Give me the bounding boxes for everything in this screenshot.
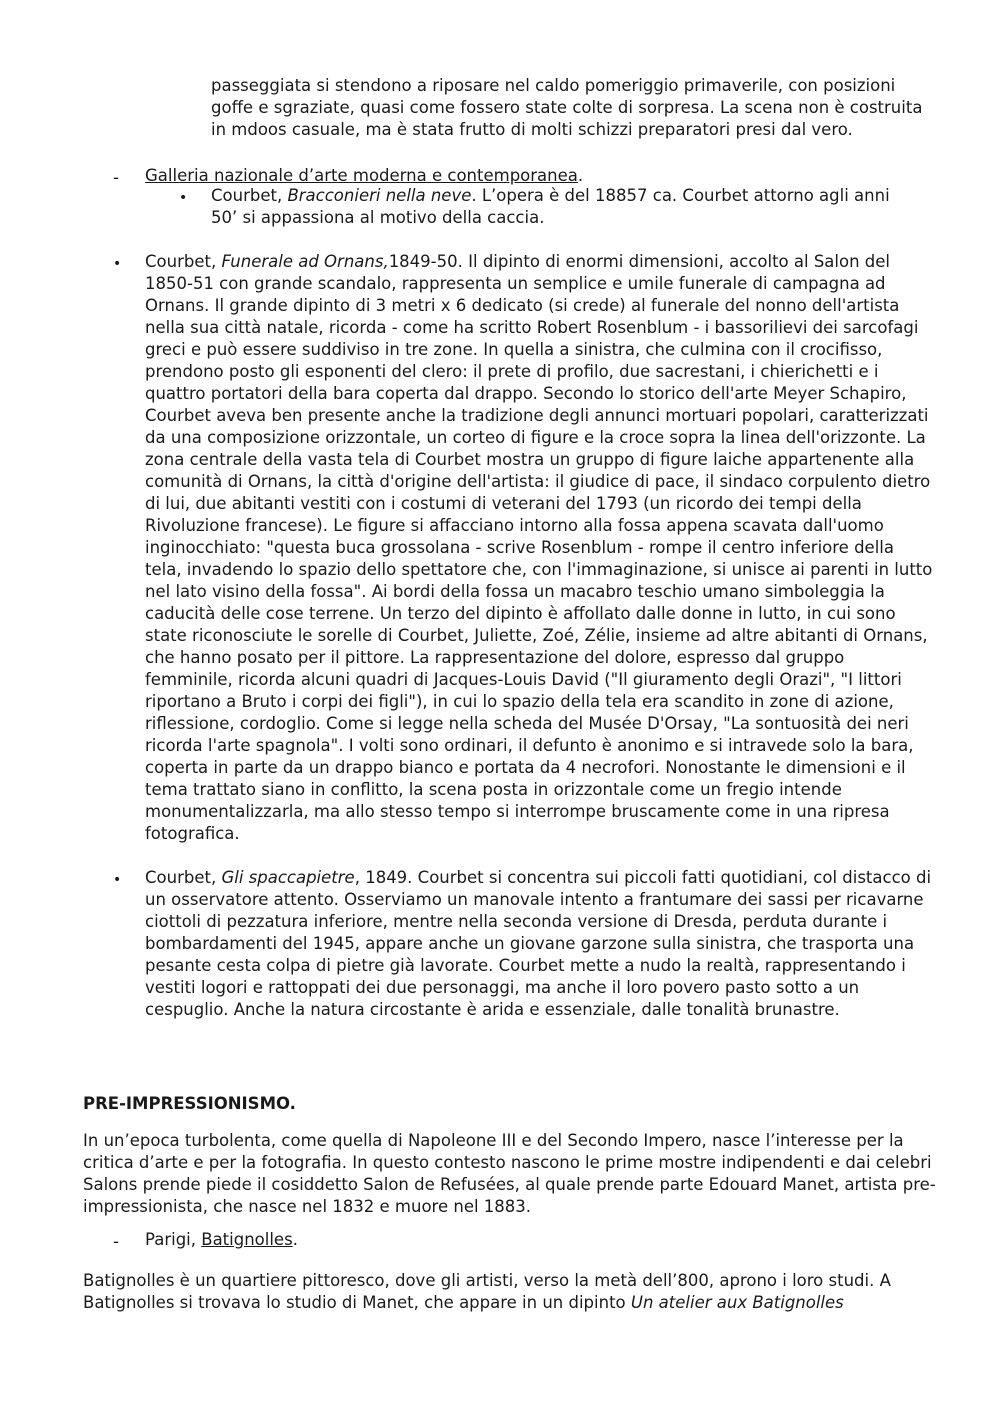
batignolles-paragraph: Batignolles è un quartiere pittoresco, dove gli artisti, verso la metà dell’800, aprono i loro studi. A Batignolles si trovava lo studio di Manet, che appare in un dipinto Un atelier aux Batignolles: [83, 1271, 891, 1312]
dash-marker: -: [113, 1232, 119, 1251]
bullet-marker: •: [113, 872, 122, 888]
dash-marker: -: [113, 168, 119, 187]
place-line: Parigi, Batignolles.: [145, 1230, 298, 1249]
district-name: Batignolles: [201, 1230, 293, 1249]
continued-paragraph: passeggiata si stendono a riposare nel caldo pomeriggio primaverile, con posizioni goffe e sgraziate, quasi come fossero state colte di sorpresa. La scena non è costruita in mdoos casuale, ma è stata frutto di molti schizzi preparatori presi dal vero.: [211, 76, 923, 139]
bullet-marker: •: [179, 190, 188, 206]
section-heading: PRE-IMPRESSIONISMO.: [83, 1094, 296, 1113]
spaccapietre-item: Courbet, Gli spaccapietre, 1849. Courbet si concentra sui piccoli fatti quotidiani, col distacco di un osservatore attento. Osserviamo un manovale intento a frantumare dei sassi per ricavarne ciottoli di pezzatura inferiore, mentre nella seconda versione di Dresda, perduta durante i bombardamenti del 1945, appare anche un giovane garzone sulla sinistra, che trasporta una pesante cesta colpa di pietre già lavorate. Courbet mette a nudo la realtà, rappresentando i vestiti logori e rattoppati dei due personaggi, ma anche il loro povero pasto sotto a un cespuglio. Anche la natura circostante è arida e essenziale, dalle tonalità brunastre.: [145, 868, 932, 1019]
museum-name: Galleria nazionale d’arte moderna e contemporanea: [145, 166, 578, 185]
bullet-marker: •: [113, 256, 122, 272]
artwork-title: Funerale ad Ornans,: [221, 252, 389, 271]
funerale-item: Courbet, Funerale ad Ornans,1849-50. Il dipinto di enormi dimensioni, accolto al Salon del 1850-51 con grande scandalo, rappresenta un semplice e umile funerale di campagna ad Ornans. Il grande dipinto di 3 metri x 6 dedicato (si crede) al funerale del nonno dell'artista nella sua città natale, ricorda - come ha scritto Robert Rosenblum - i bassorilievi dei sarcofagi greci e può essere suddiviso in tre zone. In quella a sinistra, che culmina con il crocifisso, prendono posto gli esponenti del clero: il prete di profilo, due sacrestani, i chierichetti e i quattro portatori della bara coperta dal drappo. Secondo lo storico dell'arte Meyer Schapiro, Courbet aveva ben presente anche la tradizione degli annunci mortuari popolari, caratterizzati da una composizione orizzontale, un corteo di figure e la croce sopra la linea dell'orizzonte. La zona centrale della vasta tela di Courbet mostra un gruppo di figure laiche appartenente alla comunità di Ornans, la città d'origine dell'artista: il giudice di pace, il sindaco corpulento dietro di lui, due abitanti vestiti con i costumi di veterani del 1793 (un ricordo dei tempi della Rivoluzione francese). Le figure si affacciano intorno alla fossa appena scavata dall'uomo inginocchiato: "questa buca grossolana - scrive Rosenblum - rompe il centro inferiore della tela, invadendo lo spazio dello spettatore che, con l'immaginazione, si unisce ai parenti in lutto nel lato visino della fossa". Ai bordi della fossa un macabro teschio umano simboleggia la caducità delle cose terrene. Un terzo del dipinto è affollato dalle donne in lutto, in cui sono state riconosciute le sorelle di Courbet, Juliette, Zoé, Zélie, insieme ad altre abitanti di Ornans, che hanno posato per il pittore. La rappresentazione del dolore, espresso dal gruppo femminile, ricorda alcuni quadri di Jacques-Louis David ("Il giuramento degli Orazi", "I littori riportano a Bruto i corpi dei figli"), in cui lo spazio della tela era scandito in zone di azione, riflessione, cordoglio. Come si legge nella scheda del Musée D'Orsay, "La sontuosità dei neri ricorda l'arte spagnola". I volti sono ordinari, il defunto è anonimo e si intravede solo la bara, coperta in parte da un drappo bianco e portata da 4 necrofori. Nonostante le dimensioni e il tema trattato siano in conflitto, la scena posta in orizzontale come un fregio intende monumentalizzarla, ma allo stesso tempo si interrompe bruscamente come in una ripresa fotografica.: [145, 252, 933, 843]
artwork-title: Gli spaccapietre: [221, 868, 355, 887]
artwork-title: Bracconieri nella neve: [287, 186, 472, 205]
museum-heading: Galleria nazionale d’arte moderna e contemporanea.: [145, 166, 584, 185]
intro-paragraph: In un’epoca turbolenta, come quella di Napoleone III e del Secondo Impero, nasce l’interesse per la critica d’arte e per la fotografia. In questo contesto nascono le prime mostre indipendenti e dai celebri Salons prende piede il cosiddetto Salon de Refusées, al quale prende parte Edouard Manet, artista pre-impressionista, che nasce nel 1832 e muore nel 1883.: [83, 1131, 936, 1216]
bracconieri-item: Courbet, Bracconieri nella neve. L’opera è del 18857 ca. Courbet attorno agli anni 50’ si appassiona al motivo della caccia.: [211, 186, 890, 227]
artwork-title: Un atelier aux Batignolles: [630, 1293, 844, 1312]
